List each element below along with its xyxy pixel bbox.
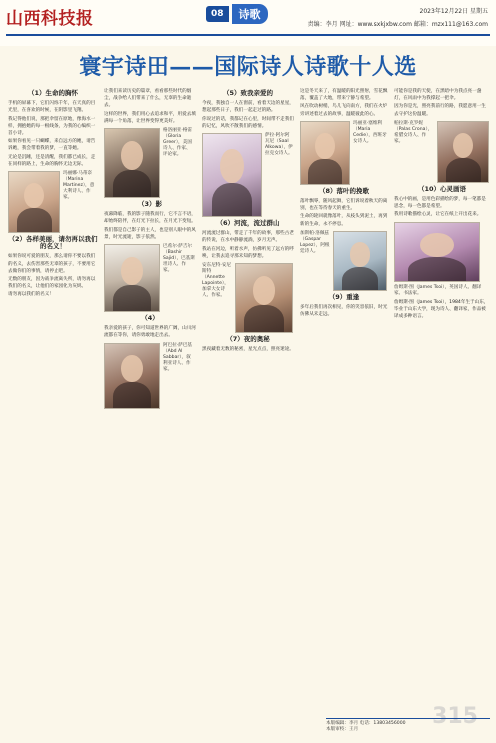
poem-title-2: （2）各样美丽，请勿再以我们的名义！ xyxy=(8,235,98,251)
poet-photo-10 xyxy=(394,222,480,282)
poem-paragraph: 我们都是自己影子的主人，也是别人眼中的风景，时光流逝，影子依然。 xyxy=(104,227,196,240)
column-5 xyxy=(394,88,490,708)
page-title: 寰宇诗田——国际诗人诗歌十人选 xyxy=(79,54,417,80)
poet-caption-8: 加斯帕·洛佩兹（Gaspar Lopez），阿根廷诗人。 xyxy=(300,230,330,254)
column-2 xyxy=(104,88,196,708)
poem-title-3: （3）影 xyxy=(137,200,163,209)
poet-caption-7: 玛丽亚·塞维利（Maria Cedie），西班牙女诗人。 xyxy=(353,120,387,144)
poem-title-6: （6）河流，流过群山 xyxy=(216,219,280,228)
column-1 xyxy=(8,88,98,708)
poem-paragraph: 夜幕降临，我的影子随我而行，它不言不语，却始终陪伴，在灯光下拉长，在月光下变短。 xyxy=(104,212,196,225)
poem-paragraph: 多年后我们再次相见，你的笑容依旧，时光仿佛从未走远。 xyxy=(300,305,388,318)
poet-caption-1: 玛丽娜·马蒂奈（Marina Martinez），意大利诗人、作家。 xyxy=(63,171,95,201)
watermark-text: 315 xyxy=(432,704,478,729)
poem-title-4: （4） xyxy=(141,314,159,323)
poem-paragraph: 黑夜藏着无数的秘密，星光点点，照亮迷途。 xyxy=(202,347,294,353)
poem-title-5: （5）致我亲爱的 xyxy=(222,89,274,97)
page-footer xyxy=(326,718,490,736)
footer-editor-line: 本版编辑：李月 电话：13803456000 xyxy=(326,721,406,726)
poem-paragraph: 无数的朋友，因为战争流离失所，请勿再以我们的名义，让他们的家园化为灰烬。 xyxy=(8,277,96,290)
poem-paragraph: 今夜，我独自一人在窗前，看着天边的星星，想起那些日子，我们一起走过的路。 xyxy=(202,101,294,114)
footer-review-line: 本版审校：王月 xyxy=(326,727,359,732)
poem-paragraph: 这样的世界，我们用心去追求和平，用爱去填满每一个角落，让世界变得更美好。 xyxy=(104,111,196,124)
poem-paragraph: 无论是沉睡，还是清醒，我们都已成长，走在同样的路上，生命的胸怀无边无际。 xyxy=(8,154,96,167)
page-header xyxy=(0,0,496,46)
poet-photo-3 xyxy=(104,244,160,312)
poet-photo-1 xyxy=(8,171,60,233)
poem-paragraph: 因为你是光，照亮我前行的路，我愿意用一生去守护这份温暖。 xyxy=(394,104,486,117)
poet-photo-9 xyxy=(437,121,489,183)
poet-caption-3: 巴希尔·萨吉尔（Bashir Sajid），巴基斯坦诗人、作家。 xyxy=(163,244,195,274)
newspaper-logo: 山西科技报 xyxy=(6,9,94,29)
poem-paragraph: 如果你看见一只蝴蝶，来自远方的她，请告诉她，我会带着我的梦，一直等她。 xyxy=(8,139,96,152)
poem-paragraph: 生命的轮回就像落叶，从枝头到泥土，再到新的生命，永不停息。 xyxy=(300,214,388,227)
poet-caption-2: 格洛丽亚·格雷（Gloria Greer），美国诗人、作家、评论家。 xyxy=(163,128,193,158)
poem-paragraph: 我亲爱的孩子，你可知道世界的广阔，山川河流都在等你，请你勇敢地走出去。 xyxy=(104,326,196,339)
poet-caption-5: 萨拉·阿尔阿瓦尼（Saal Alkowa），伊拉克女诗人。 xyxy=(265,133,293,157)
poet-photo-2 xyxy=(104,128,160,198)
poem-paragraph: 落叶飘零，随风起舞，它们诉说着秋天的离别，也在等待春天的重生。 xyxy=(300,199,388,212)
column-4 xyxy=(300,88,388,708)
page-section-label: 诗歌 xyxy=(232,4,268,24)
poet-photo-8 xyxy=(333,231,387,291)
poem-paragraph: 我用诗歌描绘心灵，让它在纸上开出花来。 xyxy=(394,212,482,218)
poem-paragraph: 手机的屏幕下，它们闪烁千年，在天真的目光里，在喜欢的时候，在阴影里飞翔。 xyxy=(8,101,96,114)
poem-title-10: （10）心灵画语 xyxy=(417,184,467,193)
poem-paragraph: 让我们来读历史的篇章，看看那些时代的烟尘，战争给人们带来了什么，无辜的生命逝去。 xyxy=(104,89,192,109)
poem-paragraph: 如果你说可爱的朋友，那么请你不要以我们的名义，去伤害那些无辜的孩子，不要用它去做你们的事情，请停止吧。 xyxy=(8,254,96,274)
poem-paragraph: 我心中的画，是用色彩描绘的梦，每一笔都是思念，每一色都是希望。 xyxy=(394,197,486,210)
poem-title-7: （7）夜的奥秘 xyxy=(226,335,270,344)
issue-date: 2023年12月22日 星期五 xyxy=(419,8,488,15)
poem-paragraph: 请勿再以我们的名义！ xyxy=(8,292,54,298)
poet-photo-5 xyxy=(202,133,262,217)
header-divider xyxy=(6,34,490,36)
poem-title-9: （9）重逢 xyxy=(328,292,360,301)
page-number: 08 xyxy=(206,6,229,22)
poet-caption-6: 安东尼特·安尼斯特（Annette Lapointe），加拿大女诗人、作家。 xyxy=(202,263,232,299)
page-badge xyxy=(206,4,268,24)
poet-photo-4 xyxy=(104,343,160,409)
poem-paragraph: 河流流过群山，带走了千年的故事，那些古老的传说，在水中静静流淌，岁月无声。 xyxy=(202,231,294,244)
poet-photo-6 xyxy=(235,263,293,333)
poem-paragraph: 你说过的话，我都记在心里，时间带不走我们的记忆，风吹不散我们的感情。 xyxy=(202,116,294,129)
poem-title-1: （1）生命的胸怀 xyxy=(27,89,79,97)
editor-info: 责编：李月 网址：www.sxkjxbw.com 邮箱：mzx111@163.com xyxy=(307,21,488,28)
poet-caption-4: 阿巴拉·萨巴基（Abd Al Sabbar），叙利亚诗人、作家。 xyxy=(163,342,193,372)
poem-paragraph: 这是冬天来了，有温暖的阳光照射，雪花飘落，覆盖了大地，带来宁静与希望。 xyxy=(300,89,388,102)
poem-paragraph: 可能你是我的天使，在黑暗中为我点亮一盏灯，在风雨中为我撑起一把伞。 xyxy=(394,89,482,102)
poet-bio: 詹姆斯·图（James Tsoi），1984年生于山东，毕业于山东大学，现为诗人、翻译家，作品被译成多种语言。 xyxy=(394,299,489,320)
column-3 xyxy=(202,88,294,708)
poem-paragraph: 风在吹动树梢，鸟儿飞向南方，我们在火炉旁讲述着过去的故事，温暖彼此的心。 xyxy=(300,104,388,117)
poem-paragraph: 我站在河边，听着水声，仿佛听见了远方的呼唤，让我去追寻那未知的梦想。 xyxy=(202,246,294,259)
poem-paragraph: 我记得他们说，那把伞留在原地，像海水一样，拥抱她的每一根线条，为我的心编织一首小诗。 xyxy=(8,116,96,137)
poet-caption-10: 詹姆斯·图（James Tsoi），英国诗人、翻译家、书法家。 xyxy=(394,284,482,296)
poem-title-8: （8）落叶的挽歌 xyxy=(318,186,370,195)
poet-photo-7 xyxy=(300,121,350,185)
poet-caption-9: 帕拉斯·克罗妮（Palas Crona），希腊女诗人、作家。 xyxy=(394,120,433,144)
